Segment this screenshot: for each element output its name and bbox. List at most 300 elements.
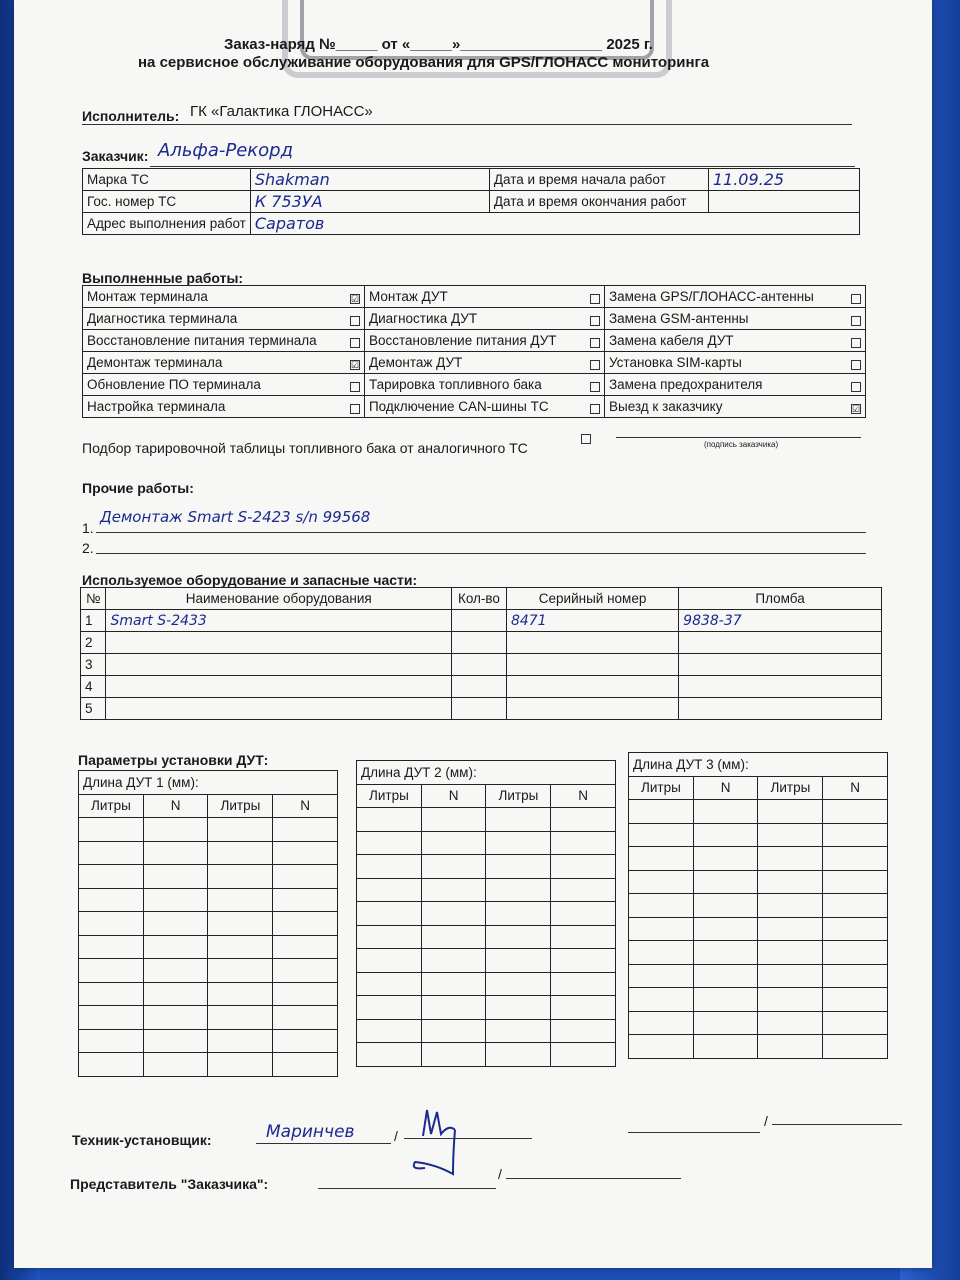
dut-cell[interactable] — [357, 808, 422, 832]
work-item — [83, 286, 365, 308]
work-item — [604, 396, 865, 418]
dut-row — [79, 1053, 338, 1077]
dut-row — [357, 925, 616, 949]
dut-cell[interactable] — [758, 941, 823, 965]
dut-cell[interactable] — [143, 912, 208, 936]
start-label: Дата и время начала работ — [489, 169, 708, 191]
dut-row — [357, 808, 616, 832]
dut-cell[interactable] — [823, 941, 888, 965]
equipment-cell-qty — [451, 698, 506, 720]
work-item-label: Монтаж ДУТ — [368, 289, 448, 304]
dut-cell[interactable] — [357, 878, 422, 902]
dut-cell[interactable] — [629, 1035, 694, 1059]
equipment-cell-seal — [679, 698, 882, 720]
equipment-cell-qty — [451, 654, 506, 676]
equipment-row — [81, 698, 882, 720]
dut-row — [79, 1006, 338, 1030]
work-item-label: Замена GPS/ГЛОНАСС-антенны — [608, 289, 814, 304]
equipment-value-n: 5 — [85, 701, 93, 716]
dut-cell[interactable] — [693, 1035, 758, 1059]
equipment-value-n: 4 — [85, 679, 93, 694]
work-checkbox[interactable] — [590, 360, 600, 370]
work-item — [604, 308, 865, 330]
dut-cell[interactable] — [629, 988, 694, 1012]
dut-cell[interactable] — [693, 847, 758, 871]
dut-header-cell: N — [823, 776, 888, 800]
dut-cell[interactable] — [143, 888, 208, 912]
tariff-sign-line — [616, 437, 861, 438]
dut-cell[interactable] — [79, 982, 144, 1006]
dut-cell[interactable] — [551, 808, 616, 832]
dut-header-cell: N — [551, 784, 616, 808]
vehicle-table — [82, 168, 860, 235]
work-checkbox[interactable] — [851, 382, 861, 392]
equipment-cell-name — [106, 698, 451, 720]
dut-row — [357, 878, 616, 902]
dut-row — [629, 941, 888, 965]
customer-value: Альфа-Рекорд — [158, 140, 294, 161]
work-item-label: Замена предохранителя — [608, 377, 763, 392]
dut-cell[interactable] — [486, 855, 551, 879]
equipment-cell-n — [81, 676, 106, 698]
dut-cell[interactable] — [357, 855, 422, 879]
dut-cell[interactable] — [758, 1035, 823, 1059]
dut-cell[interactable] — [629, 870, 694, 894]
work-item-label: Замена GSM-антенны — [608, 311, 749, 326]
tech-label: Техник-установщик: — [72, 1132, 212, 1148]
dut-grid — [78, 770, 338, 1077]
dut-cell[interactable] — [551, 1019, 616, 1043]
work-item — [604, 374, 865, 396]
dut-cell[interactable] — [551, 925, 616, 949]
tariff-label: Подбор тарировочной таблицы топливного бака от аналогичного ТС — [82, 440, 528, 456]
dut-cell[interactable] — [421, 855, 486, 879]
dut-cell[interactable] — [421, 902, 486, 926]
extra-slash: / — [764, 1113, 768, 1129]
dut-row — [629, 917, 888, 941]
dut-cell[interactable] — [421, 972, 486, 996]
dut-cell[interactable] — [79, 1053, 144, 1077]
dut-cell[interactable] — [693, 800, 758, 824]
dut-row — [79, 935, 338, 959]
dut-row — [79, 841, 338, 865]
work-item — [83, 330, 365, 352]
work-item-label: Диагностика терминала — [87, 311, 238, 326]
dut-cell[interactable] — [486, 1043, 551, 1067]
dut-cell[interactable] — [208, 841, 273, 865]
equipment-cell-n — [81, 632, 106, 654]
work-item — [604, 352, 865, 374]
dut-cell[interactable] — [357, 831, 422, 855]
dut-table-2 — [356, 760, 616, 1067]
equipment-value-name: Smart S-2433 — [110, 612, 207, 629]
dut-cell[interactable] — [357, 949, 422, 973]
dut-cell[interactable] — [421, 808, 486, 832]
dut-cell[interactable] — [79, 912, 144, 936]
work-item-label: Обновление ПО терминала — [87, 377, 261, 392]
dut-header-cell: Литры — [758, 776, 823, 800]
dut-cell[interactable] — [551, 949, 616, 973]
dut-cell[interactable] — [273, 888, 338, 912]
dut-cell[interactable] — [208, 1053, 273, 1077]
dut-cell[interactable] — [629, 894, 694, 918]
dut-cell[interactable] — [486, 1019, 551, 1043]
dut-cell[interactable] — [143, 1029, 208, 1053]
dut-cell[interactable] — [273, 959, 338, 983]
equipment-cell-seal — [679, 632, 882, 654]
dut-cell[interactable] — [79, 935, 144, 959]
work-checkbox[interactable] — [851, 294, 861, 304]
dut-cell[interactable] — [486, 902, 551, 926]
equipment-row — [81, 676, 882, 698]
dut-row — [357, 949, 616, 973]
dut-cell[interactable] — [551, 996, 616, 1020]
extra-line-1 — [628, 1132, 760, 1133]
dut-header-cell: Литры — [208, 794, 273, 818]
work-item-label: Настройка терминала — [87, 399, 226, 414]
work-checkbox[interactable] — [350, 316, 360, 326]
dut-cell[interactable] — [629, 941, 694, 965]
dut-cell[interactable] — [273, 841, 338, 865]
dut-cell[interactable] — [758, 894, 823, 918]
work-item — [83, 352, 365, 374]
equipment-value-n: 2 — [85, 635, 93, 650]
dut-table-1 — [78, 770, 338, 1077]
dut-row — [629, 823, 888, 847]
dut-cell[interactable] — [208, 818, 273, 842]
tech-name: Маринчев — [266, 1122, 355, 1142]
dut-cell[interactable] — [629, 800, 694, 824]
dut-cell[interactable] — [79, 818, 144, 842]
equipment-header-cell: № — [81, 588, 106, 610]
work-item-label: Демонтаж терминала — [87, 355, 223, 370]
dut-cell[interactable] — [758, 847, 823, 871]
dut-cell[interactable] — [758, 800, 823, 824]
work-item-label: Подключение CAN-шины ТС — [368, 399, 549, 414]
dut-row — [629, 1011, 888, 1035]
work-checkbox[interactable] — [590, 294, 600, 304]
work-checkbox[interactable] — [590, 316, 600, 326]
dut-cell[interactable] — [758, 1011, 823, 1035]
dut-cell[interactable] — [551, 902, 616, 926]
works-title: Выполненные работы: — [82, 270, 244, 286]
dut-cell[interactable] — [273, 1006, 338, 1030]
dut-row — [79, 959, 338, 983]
dut-cell[interactable] — [273, 912, 338, 936]
dut-cell[interactable] — [758, 870, 823, 894]
equipment-cell-serial — [506, 632, 678, 654]
work-item — [83, 374, 365, 396]
work-item-label: Демонтаж ДУТ — [368, 355, 463, 370]
executor-label: Исполнитель: — [82, 108, 180, 124]
work-item-label: Тарировка топливного бака — [368, 377, 542, 392]
work-checkbox[interactable] — [590, 338, 600, 348]
work-checkbox[interactable]: ☑ — [852, 404, 861, 414]
dut-cell[interactable] — [823, 847, 888, 871]
dut-cell[interactable] — [823, 917, 888, 941]
dut-cell[interactable] — [486, 972, 551, 996]
dut-cell[interactable] — [693, 1011, 758, 1035]
brand-label: Марка ТС — [83, 169, 251, 191]
dut-cell[interactable] — [823, 870, 888, 894]
dut-cell[interactable] — [486, 878, 551, 902]
dut-cell[interactable] — [823, 894, 888, 918]
equipment-row — [81, 610, 882, 632]
works-row — [83, 396, 866, 418]
dut-row — [79, 888, 338, 912]
dut-cell[interactable] — [693, 988, 758, 1012]
dut-cell[interactable] — [79, 865, 144, 889]
other-title: Прочие работы: — [82, 480, 194, 496]
dut-cell[interactable] — [823, 823, 888, 847]
dut-cell[interactable] — [208, 865, 273, 889]
dut-cell[interactable] — [208, 982, 273, 1006]
equipment-row — [81, 632, 882, 654]
dut-cell[interactable] — [79, 959, 144, 983]
dut-cell[interactable] — [758, 964, 823, 988]
dut-cell[interactable] — [421, 878, 486, 902]
dut-cell[interactable] — [823, 964, 888, 988]
dut-cell[interactable] — [143, 818, 208, 842]
executor-value: ГК «Галактика ГЛОНАСС» — [190, 103, 373, 120]
equipment-cell-seal — [679, 654, 882, 676]
dut-row — [357, 831, 616, 855]
dut-cell[interactable] — [693, 870, 758, 894]
dut-cell[interactable] — [693, 823, 758, 847]
equipment-cell-qty — [451, 632, 506, 654]
equipment-cell-name — [106, 610, 451, 632]
dut-cell[interactable] — [273, 1053, 338, 1077]
equipment-cell-n — [81, 698, 106, 720]
dut-cell[interactable] — [693, 894, 758, 918]
customer-label: Заказчик: — [82, 148, 149, 164]
dut-row — [357, 1043, 616, 1067]
equipment-header-cell: Наименование оборудования — [106, 588, 451, 610]
dut-cell[interactable] — [421, 1019, 486, 1043]
work-checkbox[interactable] — [590, 404, 600, 414]
dut-cell[interactable] — [357, 972, 422, 996]
equipment-cell-serial — [506, 676, 678, 698]
dut-cell[interactable] — [273, 865, 338, 889]
dut-cell[interactable] — [823, 800, 888, 824]
dut-cell[interactable] — [421, 996, 486, 1020]
dut-title: Параметры установки ДУТ: — [78, 752, 269, 768]
tech-signature-mark — [405, 1104, 475, 1184]
dut-cell[interactable] — [208, 912, 273, 936]
dut-row — [629, 800, 888, 824]
dut-header-cell: Литры — [486, 784, 551, 808]
work-item — [364, 374, 604, 396]
dut-cell[interactable] — [421, 949, 486, 973]
work-item-label: Замена кабеля ДУТ — [608, 333, 734, 348]
dut-cell[interactable] — [758, 917, 823, 941]
dut-cell[interactable] — [551, 855, 616, 879]
other-line-2 — [96, 553, 866, 554]
dut-cell[interactable] — [551, 878, 616, 902]
dut-row — [79, 865, 338, 889]
equipment-value-serial: 8471 — [510, 612, 547, 629]
equipment-cell-seal — [679, 610, 882, 632]
dut-row — [629, 894, 888, 918]
equipment-title: Используемое оборудование и запасные части: — [82, 572, 418, 588]
dut-cell[interactable] — [629, 823, 694, 847]
tech-slash: / — [394, 1128, 398, 1144]
equipment-value-seal: 9838-37 — [683, 612, 742, 629]
rep-line-2 — [506, 1178, 681, 1179]
work-checkbox[interactable] — [851, 316, 861, 326]
other-value-1: Демонтаж Smart S-2423 s/n 99568 — [100, 508, 371, 526]
dut-cell[interactable] — [823, 1011, 888, 1035]
dut-cell[interactable] — [551, 831, 616, 855]
dut-cell[interactable] — [486, 925, 551, 949]
dut-cell[interactable] — [273, 818, 338, 842]
equipment-header-cell: Пломба — [679, 588, 882, 610]
dut-cell[interactable] — [79, 1029, 144, 1053]
dut-header-cell: Литры — [357, 784, 422, 808]
start-value: 11.09.25 — [712, 170, 785, 189]
dut-header-cell: N — [693, 776, 758, 800]
work-checkbox[interactable]: ☑ — [350, 294, 360, 304]
title-line1: Заказ-наряд №_____ от «_____»_________________ 2025 г. — [224, 36, 653, 53]
address-label: Адрес выполнения работ — [83, 213, 251, 235]
equipment-cell-n — [81, 654, 106, 676]
dut-cell[interactable] — [357, 1019, 422, 1043]
extra-line-2 — [772, 1124, 902, 1125]
work-checkbox[interactable] — [590, 382, 600, 392]
dut-cell[interactable] — [143, 1053, 208, 1077]
work-item-label: Монтаж терминала — [87, 289, 208, 304]
title-line2: на сервисное обслуживание оборудования для GPS/ГЛОНАСС мониторинга — [138, 54, 710, 71]
dut-cell[interactable] — [143, 1006, 208, 1030]
equipment-header-row — [81, 588, 882, 610]
dut-header-cell: N — [421, 784, 486, 808]
tariff-sign-caption: (подпись заказчика) — [704, 440, 779, 449]
dut-grid — [628, 752, 888, 1059]
work-item-label: Установка SIM-карты — [608, 355, 742, 370]
equipment-cell-name — [106, 676, 451, 698]
dut-length-label: Длина ДУТ 3 (мм): — [629, 753, 888, 777]
work-checkbox[interactable]: ☑ — [350, 360, 360, 370]
dut-cell[interactable] — [208, 935, 273, 959]
work-checkbox[interactable] — [350, 404, 360, 414]
dut-cell[interactable] — [143, 865, 208, 889]
work-item — [83, 396, 365, 418]
dut-row — [629, 847, 888, 871]
dut-cell[interactable] — [486, 831, 551, 855]
dut-row — [79, 912, 338, 936]
work-item — [364, 308, 604, 330]
equipment-cell-name — [106, 654, 451, 676]
tariff-checkbox[interactable] — [581, 434, 591, 444]
dut-cell[interactable] — [693, 964, 758, 988]
dut-cell[interactable] — [273, 935, 338, 959]
address-cell — [250, 213, 859, 235]
other-line-1 — [96, 532, 866, 533]
executor-line — [82, 124, 852, 125]
dut-cell[interactable] — [208, 1029, 273, 1053]
dut-row — [357, 855, 616, 879]
dut-cell[interactable] — [629, 1011, 694, 1035]
work-checkbox[interactable] — [350, 382, 360, 392]
dut-cell[interactable] — [823, 988, 888, 1012]
plate-value: К 753УА — [254, 192, 323, 211]
work-item — [364, 396, 604, 418]
dut-cell[interactable] — [551, 1043, 616, 1067]
dut-cell[interactable] — [629, 917, 694, 941]
dut-cell[interactable] — [208, 1006, 273, 1030]
brand-cell — [250, 169, 489, 191]
dut-row — [79, 1029, 338, 1053]
dut-cell[interactable] — [143, 841, 208, 865]
dut-cell[interactable] — [758, 823, 823, 847]
dut-cell[interactable] — [486, 996, 551, 1020]
dut-cell[interactable] — [486, 949, 551, 973]
dut-cell[interactable] — [357, 902, 422, 926]
end-cell — [708, 191, 859, 213]
equipment-cell-qty — [451, 610, 506, 632]
dut-row — [357, 996, 616, 1020]
other-n2: 2. — [82, 540, 94, 556]
dut-cell[interactable] — [79, 1006, 144, 1030]
work-item — [364, 330, 604, 352]
dut-cell[interactable] — [143, 982, 208, 1006]
work-checkbox[interactable] — [851, 338, 861, 348]
dut-header-cell: N — [273, 794, 338, 818]
dut-cell[interactable] — [823, 1035, 888, 1059]
dut-cell[interactable] — [693, 917, 758, 941]
other-n1: 1. — [82, 520, 94, 536]
work-checkbox[interactable] — [851, 360, 861, 370]
dut-cell[interactable] — [357, 925, 422, 949]
dut-cell[interactable] — [421, 925, 486, 949]
dut-row — [357, 1019, 616, 1043]
dut-cell[interactable] — [629, 847, 694, 871]
dut-cell[interactable] — [143, 935, 208, 959]
dut-cell[interactable] — [357, 996, 422, 1020]
works-row — [83, 352, 866, 374]
work-checkbox[interactable] — [350, 338, 360, 348]
equipment-cell-qty — [451, 676, 506, 698]
dut-cell[interactable] — [79, 841, 144, 865]
dut-cell[interactable] — [143, 959, 208, 983]
equipment-cell-serial — [506, 654, 678, 676]
dut-cell[interactable] — [421, 1043, 486, 1067]
equipment-table — [80, 587, 882, 720]
works-row — [83, 330, 866, 352]
dut-cell[interactable] — [693, 941, 758, 965]
dut-row — [629, 988, 888, 1012]
dut-cell[interactable] — [551, 972, 616, 996]
dut-cell[interactable] — [357, 1043, 422, 1067]
dut-cell[interactable] — [208, 888, 273, 912]
dut-row — [629, 964, 888, 988]
dut-cell[interactable] — [79, 888, 144, 912]
dut-row — [357, 902, 616, 926]
dut-header-cell: N — [143, 794, 208, 818]
work-item — [364, 352, 604, 374]
dut-cell[interactable] — [208, 959, 273, 983]
dut-cell[interactable] — [629, 964, 694, 988]
dut-cell[interactable] — [273, 1029, 338, 1053]
work-item — [604, 330, 865, 352]
dut-cell[interactable] — [273, 982, 338, 1006]
equipment-header-cell: Серийный номер — [506, 588, 678, 610]
dut-header-cell: Литры — [79, 794, 144, 818]
dut-cell[interactable] — [486, 808, 551, 832]
dut-cell[interactable] — [758, 988, 823, 1012]
rep-line-1 — [318, 1188, 496, 1189]
dut-cell[interactable] — [421, 831, 486, 855]
